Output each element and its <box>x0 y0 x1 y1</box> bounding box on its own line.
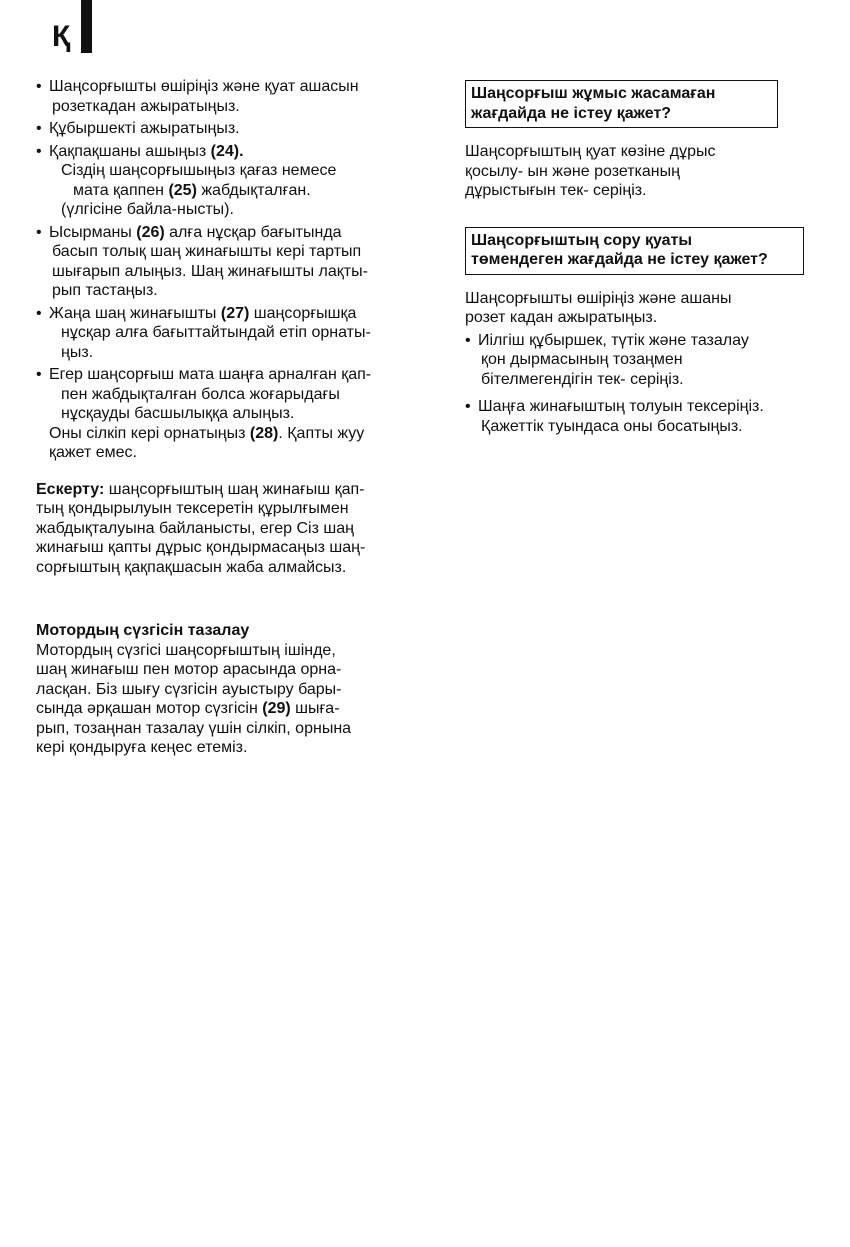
figure-ref: (24) <box>210 142 240 160</box>
list-item: • Құбыршекті ажыратыңыз. <box>36 119 421 139</box>
figure-ref: (27) <box>220 304 250 322</box>
list-item: • Егер шаңсорғыш мата шаңға арналған қап- пен жабдықталған болса жоғарыдағы нұсқауды басшылыққа алыңыз. Оны сілкіп кері орнатыңыз (28). Қапты жуу қажет емес. <box>36 365 421 463</box>
list-item: • Шаңсорғышты өшіріңіз және қуат ашасын розеткадан ажыратыңыз. <box>36 77 421 116</box>
faq-box-not-working: Шаңсорғыш жұмыс жасамаған жағдайда не істеу қажет? <box>465 80 778 128</box>
language-tab-bar <box>81 0 92 53</box>
faq-answer-not-working: Шаңсорғыштың қуат көзіне дұрыс қосылу- ын және розетканың дұрыстығын тек- серіңіз. <box>465 143 716 199</box>
figure-ref: (26) <box>136 223 165 241</box>
right-column <box>465 80 810 439</box>
left-column <box>36 77 421 758</box>
steps-list <box>36 77 421 463</box>
faq-box-low-suction: Шаңсорғыштың сору қуаты төмендеген жағдайда не істеу қажет? <box>465 227 804 275</box>
figure-ref: (28) <box>249 424 279 442</box>
list-item: • Шаңға жинағыштың толуын тексеріңіз. Қажеттік туындаса оны босатыңыз. <box>465 397 810 436</box>
low-suction-list <box>465 331 810 437</box>
language-mark: Қ <box>52 20 71 53</box>
list-item: • Иілгіш құбыршек, түтік және тазалау қон дырмасының тозаңмен бітелмегендігін тек- серіңіз. <box>465 331 810 390</box>
section-title: Мотордың сүзгісін тазалау <box>36 622 250 639</box>
list-item: • Қақпақшаны ашыңыз (24). Сіздің шаңсорғышыңыз қағаз немесе мата қаппен (25) жабдықталған. (үлгісіне байла-нысты). <box>36 142 421 220</box>
figure-ref: (25) <box>168 181 197 199</box>
list-item: • Ысырманы (26) алға нұсқар бағытында басып толық шаң жинағышты кері тартып шығарып алыңыз. Шаң жинағышты лақты- рып тастаңыз. <box>36 223 421 301</box>
figure-ref: (29) <box>262 700 291 717</box>
faq-answer-low-suction: Шаңсорғышты өшіріңіз және ашаны розет кадан ажыратыңыз. <box>465 289 732 326</box>
note-paragraph: Ескерту: шаңсорғыштың шаң жинағыш қап- тың қондырылуын тексеретін құрылғымен жабдықталуына байланысты, егер Сіз шаң жинағыш қапты дұрыс қондырмасаңыз шаң- сорғыштың қақпақшасын жаба алмайсыз. <box>36 480 366 576</box>
motor-filter-paragraph: Мотордың сүзгісі шаңсорғыштың ішінде, шаң жинағыш пен мотор арасында орна- ласқан. Біз шығу сүзгісін ауыстыру бары- сында әрқашан мотор сүзгісін (29) шыға- рып, тозаңнан тазалау үшін сілкіп, орнына кері қондыруға кеңес етеміз. <box>36 641 352 756</box>
note-label: Ескерту: <box>36 480 105 498</box>
list-item: • Жаңа шаң жинағышты (27) шаңсорғышқа нұсқар алға бағыттайтындай етіп орнаты- ңыз. <box>36 304 421 363</box>
